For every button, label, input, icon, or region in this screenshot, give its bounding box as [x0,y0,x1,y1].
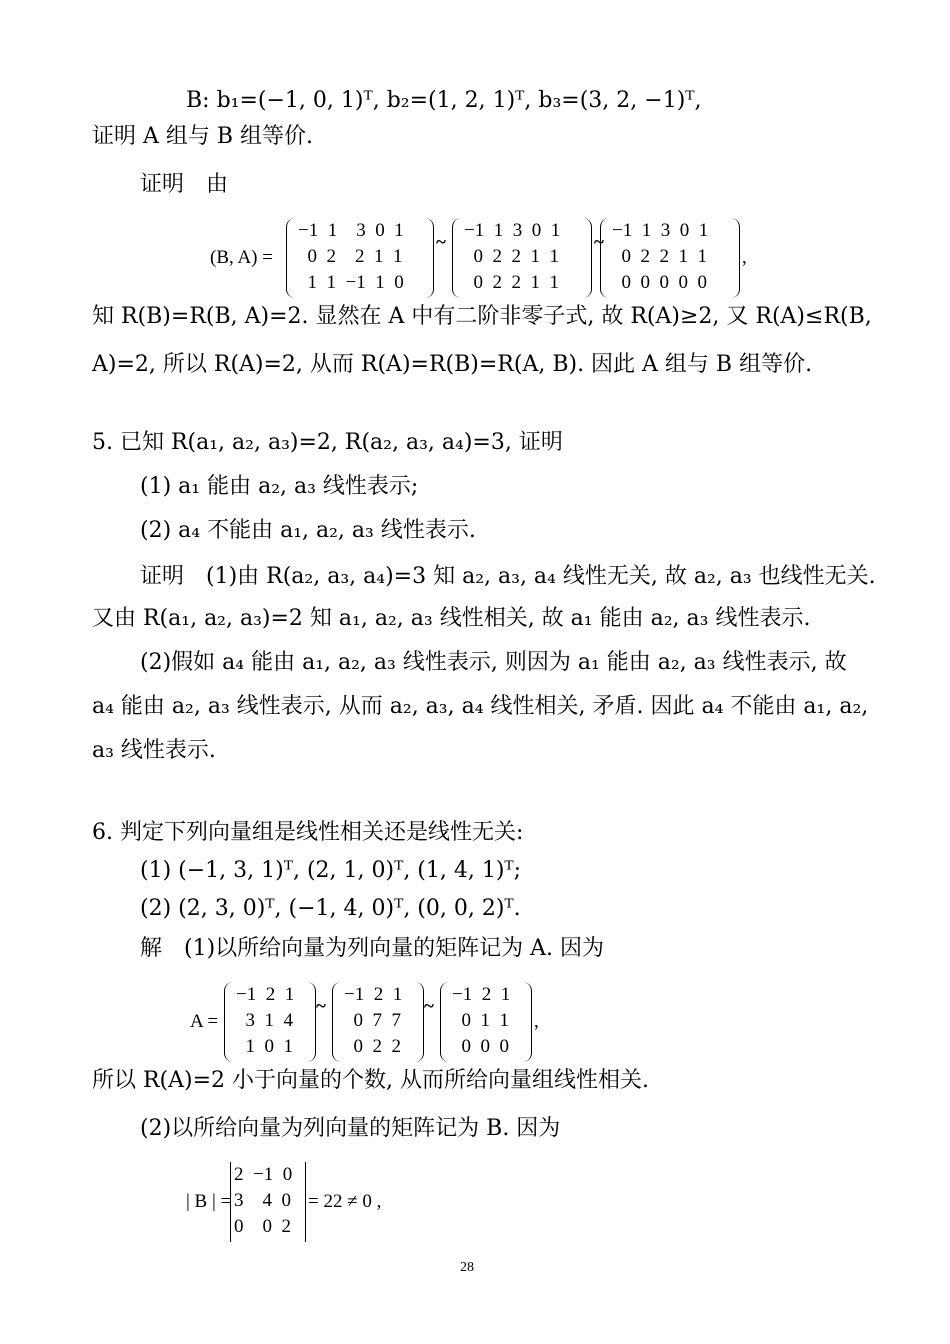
line-conclusion-4: A)=2, 所以 R(A)=2, 从而 R(A)=R(B)=R(A, B). 因此 A 组与 B 组等价. [92,352,813,377]
tilde-symbol: ~ [436,232,446,253]
left-paren [440,982,451,1062]
right-paren [413,982,424,1062]
equation-detB [186,1162,406,1242]
tilde-symbol: ~ [316,996,326,1017]
problem-5-part-1: (1) a₁ 能由 a₂, a₃ 线性表示; [140,474,419,499]
matrix-row: 0 2 2 1 1 [464,272,559,293]
determinant-row: 0 0 2 [234,1216,291,1237]
matrix-row: 1 1 −1 1 0 [298,272,404,293]
problem-5-part-2: (2) a₄ 不能由 a₁, a₂, a₃ 线性表示. [140,518,476,543]
determinant [230,1162,306,1242]
equation-lhs: (B, A) = [210,247,273,268]
matrix-row: 0 2 2 1 1 [612,246,707,267]
problem-6-solution-1: 解 (1)以所给向量为列向量的矩阵记为 A. 因为 [140,936,605,961]
equation-BA [210,218,750,298]
problem-6-part-1: (1) (−1, 3, 1)ᵀ, (2, 1, 0)ᵀ, (1, 4, 1)ᵀ; [140,858,522,883]
equation-lhs: | B | = [186,1191,232,1212]
right-paren [305,982,316,1062]
problem-6-statement: 6. 判定下列向量组是线性相关还是线性无关: [92,820,524,845]
problem-5-proof-1-cont: 又由 R(a₁, a₂, a₃)=2 知 a₁, a₂, a₃ 线性相关, 故 a₁ 能由 a₂, a₃ 线性表示. [92,606,811,631]
right-paren [581,218,592,298]
matrix-row: 0 0 0 0 0 [612,272,707,293]
left-paren [452,218,463,298]
matrix-row: 3 1 4 [236,1010,293,1031]
matrix-row: −1 2 1 [344,984,403,1005]
matrix-row: 1 0 1 [236,1036,293,1057]
matrix-row: −1 1 3 0 1 [464,220,561,241]
matrix-1 [286,218,434,298]
problem-6-solution-2: (2)以所给向量为列向量的矩阵记为 B. 因为 [140,1116,561,1141]
matrix-3 [440,982,532,1062]
determinant-row: 2 −1 0 [234,1164,293,1185]
matrix-row: −1 1 3 0 1 [612,220,709,241]
line-prove-equivalent: 证明 A 组与 B 组等价. [92,124,314,149]
matrix-row: 0 2 2 1 1 [464,246,559,267]
equation-A [190,982,550,1062]
matrix-3 [600,218,740,298]
line-proof-start: 证明 由 [140,172,229,197]
problem-5-proof-1: 证明 (1)由 R(a₂, a₃, a₄)=3 知 a₂, a₃, a₄ 线性无关, 故 a₂, a₃ 也线性无关. [140,564,876,589]
matrix-2 [332,982,424,1062]
equation-lhs: A = [190,1011,219,1032]
left-paren [286,218,297,298]
line-rank-A: 所以 R(A)=2 小于向量的个数, 从而所给向量组线性相关. [92,1068,650,1093]
matrix-row: −1 2 1 [452,984,511,1005]
left-paren [224,982,235,1062]
line-rank-BA: 知 R(B)=R(B, A)=2. 显然在 A 中有二阶非零子式, 故 R(A)≥2, 又 R(A)≤R(B, [92,304,872,329]
problem-5-proof-2-end: a₃ 线性表示. [92,738,216,763]
problem-5-proof-2-cont: a₄ 能由 a₂, a₃ 线性表示, 从而 a₂, a₃, a₄ 线性相关, 矛盾. 因此 a₄ 不能由 a₁, a₂, [92,694,869,719]
matrix-row: 0 1 1 [452,1010,509,1031]
matrix-2 [452,218,592,298]
page-number: 28 [460,1260,474,1275]
right-paren [423,218,434,298]
equation-rhs: = 22 ≠ 0 , [308,1191,382,1212]
matrix-row: −1 1 3 0 1 [298,220,404,241]
matrix-row: 0 7 7 [344,1010,401,1031]
right-paren [521,982,532,1062]
matrix-1 [224,982,316,1062]
left-bar [230,1162,231,1242]
determinant-row: 3 4 0 [234,1190,291,1211]
problem-6-part-2: (2) (2, 3, 0)ᵀ, (−1, 4, 0)ᵀ, (0, 0, 2)ᵀ. [140,896,521,921]
matrix-row: 0 2 2 [344,1036,401,1057]
left-paren [332,982,343,1062]
right-paren [729,218,740,298]
equation-end: , [534,1011,539,1032]
right-bar [305,1162,306,1242]
matrix-row: 0 2 2 1 1 [298,246,403,267]
line-b-vectors: B: b₁=(−1, 0, 1)ᵀ, b₂=(1, 2, 1)ᵀ, b₃=(3, 2, −1)ᵀ, [186,88,702,113]
equation-end: , [742,247,747,268]
problem-5-proof-2: (2)假如 a₄ 能由 a₁, a₂, a₃ 线性表示, 则因为 a₁ 能由 a₂, a₃ 线性表示, 故 [140,650,847,675]
tilde-symbol: ~ [594,232,604,253]
problem-5-statement: 5. 已知 R(a₁, a₂, a₃)=2, R(a₂, a₃, a₄)=3, 证明 [92,430,563,455]
left-paren [600,218,611,298]
tilde-symbol: ~ [424,996,434,1017]
matrix-row: −1 2 1 [236,984,295,1005]
matrix-row: 0 0 0 [452,1036,509,1057]
